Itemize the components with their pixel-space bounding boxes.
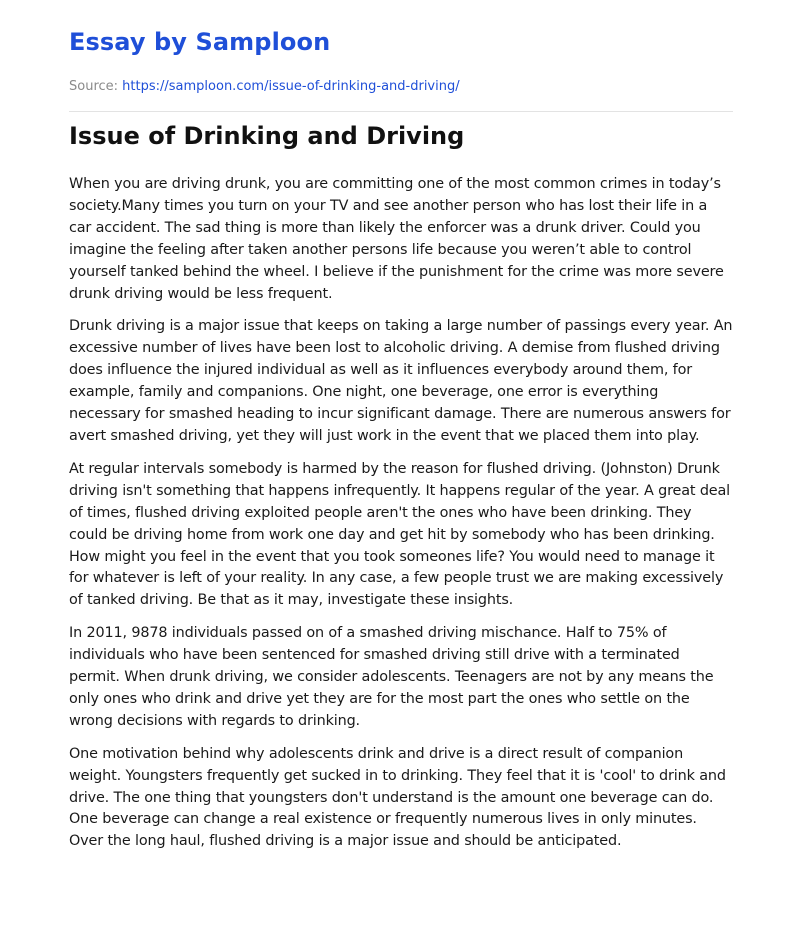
article-paragraph: At regular intervals somebody is harmed by the reason for flushed driving. (Johnston) Drunk driving isn't something that happens infrequently. It happens regular of the year. A great deal of times, flushed driving exploited people aren't the ones who have been drinking. They could be driving home from work one day and get hit by somebody who has been drinking. How might you feel in the event that you took someones life? You would need to manage it for whatever is left of your reality. In any case, a few people trust we are making excessively of tanked driving. Be that as it may, investigate these insights.: [69, 460, 731, 609]
article-paragraph: In 2011, 9878 individuals passed on of a smashed driving mischance. Half to 75% of individuals who have been sentenced for smashed driving still drive with a terminated permit. When drunk driving, we consider adolescents. Teenagers are not by any means the only ones who drink and drive yet they are for the most part the ones who settle on the wrong decisions with regards to drinking.: [69, 625, 714, 729]
article-body: [69, 174, 733, 864]
header-divider: [69, 111, 733, 112]
brand-logo-link[interactable]: Essay by Samploon: [69, 28, 331, 56]
source-label: Source:: [69, 79, 119, 94]
source-link[interactable]: https://samploon.com/issue-of-drinking-and-driving/: [122, 79, 460, 94]
article-paragraph: Drunk driving is a major issue that keeps on taking a large number of passings every year. An excessive number of lives have been lost to alcoholic driving. A demise from flushed driving does influence the injured individual as well as it influences everybody around them, for example, family and companions. One night, one beverage, one error is everything necessary for smashed heading to incur significant damage. There are numerous answers for avert smashed driving, yet they will just work in the event that we placed them into play.: [69, 318, 733, 444]
article-title: Issue of Drinking and Driving: [69, 122, 465, 150]
article-paragraph: One motivation behind why adolescents drink and drive is a direct result of companion weight. Youngsters frequently get sucked in to drinking. They feel that it is 'cool' to drink and drive. The one thing that youngsters don't understand is the amount one beverage can do. One beverage can change a real existence or frequently numerous lives in only minutes. Over the long haul, flushed driving is a major issue and should be anticipated.: [69, 745, 726, 850]
source-line: [69, 79, 460, 94]
article-paragraph: When you are driving drunk, you are committing one of the most common crimes in today’s society.Many times you turn on your TV and see another person who has lost their life in a car accident. The sad thing is more than likely the enforcer was a drunk driver. Could you imagine the feeling after taken another persons life because you weren’t able to control yourself tanked behind the wheel. I believe if the punishment for the crime was more severe drunk driving would be less frequent.: [69, 176, 724, 302]
